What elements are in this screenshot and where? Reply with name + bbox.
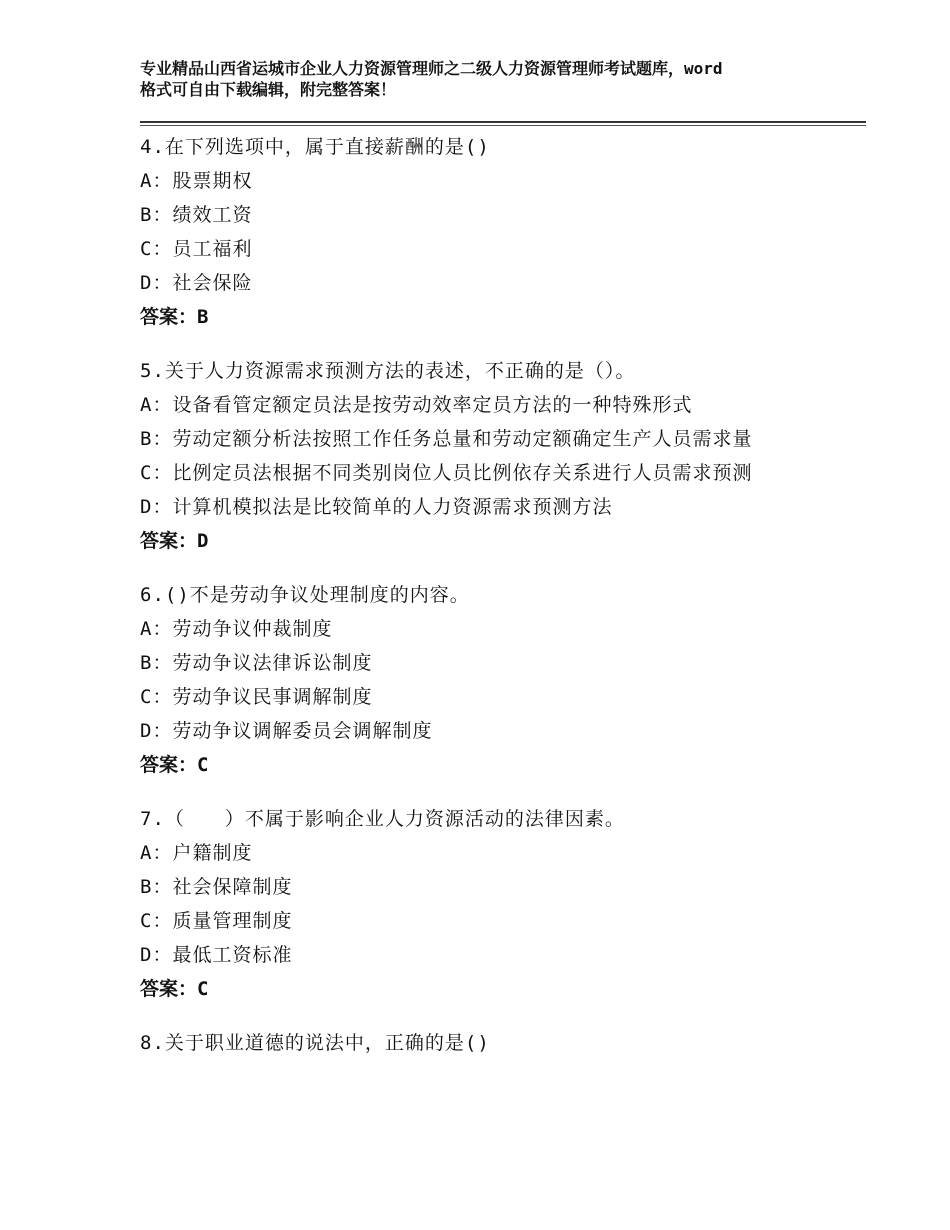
answer-label: 答案： (140, 306, 198, 328)
question-stem: 5.关于人力资源需求预测方法的表述，不正确的是（）。 (140, 360, 636, 382)
option-a: A：设备看管定额定员法是按劳动效率定员方法的一种特殊形式 (140, 394, 693, 416)
question-5 (140, 354, 860, 558)
question-6 (140, 578, 860, 782)
answer-line (140, 524, 860, 558)
option-d: D：计算机模拟法是比较简单的人力资源需求预测方法 (140, 496, 613, 518)
option-c: C：员工福利 (140, 238, 253, 260)
question-stem: 7.（ ）不属于影响企业人力资源活动的法律因素。 (140, 808, 625, 830)
answer-line (140, 300, 860, 334)
option-a: A：劳动争议仲裁制度 (140, 618, 333, 640)
option-a: A：股票期权 (140, 170, 253, 192)
header-line-1: 专业精品山西省运城市企业人力资源管理师之二级人力资源管理师考试题库，word (140, 59, 723, 78)
option-d: D：劳动争议调解委员会调解制度 (140, 720, 433, 742)
answer-label: 答案： (140, 530, 198, 552)
question-stem: 4.在下列选项中，属于直接薪酬的是() (140, 136, 490, 158)
option-b: B：绩效工资 (140, 204, 253, 226)
question-list (140, 130, 860, 1080)
answer-value: D (197, 530, 209, 552)
option-c: C：质量管理制度 (140, 910, 293, 932)
header-line-2: 格式可自由下载编辑，附完整答案！ (140, 80, 397, 99)
answer-line (140, 972, 860, 1006)
option-b: B：劳动定额分析法按照工作任务总量和劳动定额确定生产人员需求量 (140, 428, 753, 450)
document-header (140, 58, 840, 100)
option-c: C：劳动争议民事调解制度 (140, 686, 373, 708)
option-b: B：社会保障制度 (140, 876, 293, 898)
question-stem: 6.()不是劳动争议处理制度的内容。 (140, 584, 470, 606)
question-8 (140, 1026, 860, 1060)
option-b: B：劳动争议法律诉讼制度 (140, 652, 373, 674)
option-c: C：比例定员法根据不同类别岗位人员比例依存关系进行人员需求预测 (140, 462, 753, 484)
answer-label: 答案： (140, 978, 198, 1000)
answer-value: C (197, 754, 209, 776)
question-4 (140, 130, 860, 334)
option-d: D：社会保险 (140, 272, 253, 294)
header-divider-thick (140, 121, 866, 123)
question-7 (140, 802, 860, 1006)
question-stem: 8.关于职业道德的说法中，正确的是() (140, 1032, 490, 1054)
header-divider-thin (140, 125, 866, 126)
answer-value: B (197, 306, 209, 328)
option-a: A：户籍制度 (140, 842, 253, 864)
answer-line (140, 748, 860, 782)
answer-label: 答案： (140, 754, 198, 776)
answer-value: C (197, 978, 209, 1000)
option-d: D：最低工资标准 (140, 944, 293, 966)
